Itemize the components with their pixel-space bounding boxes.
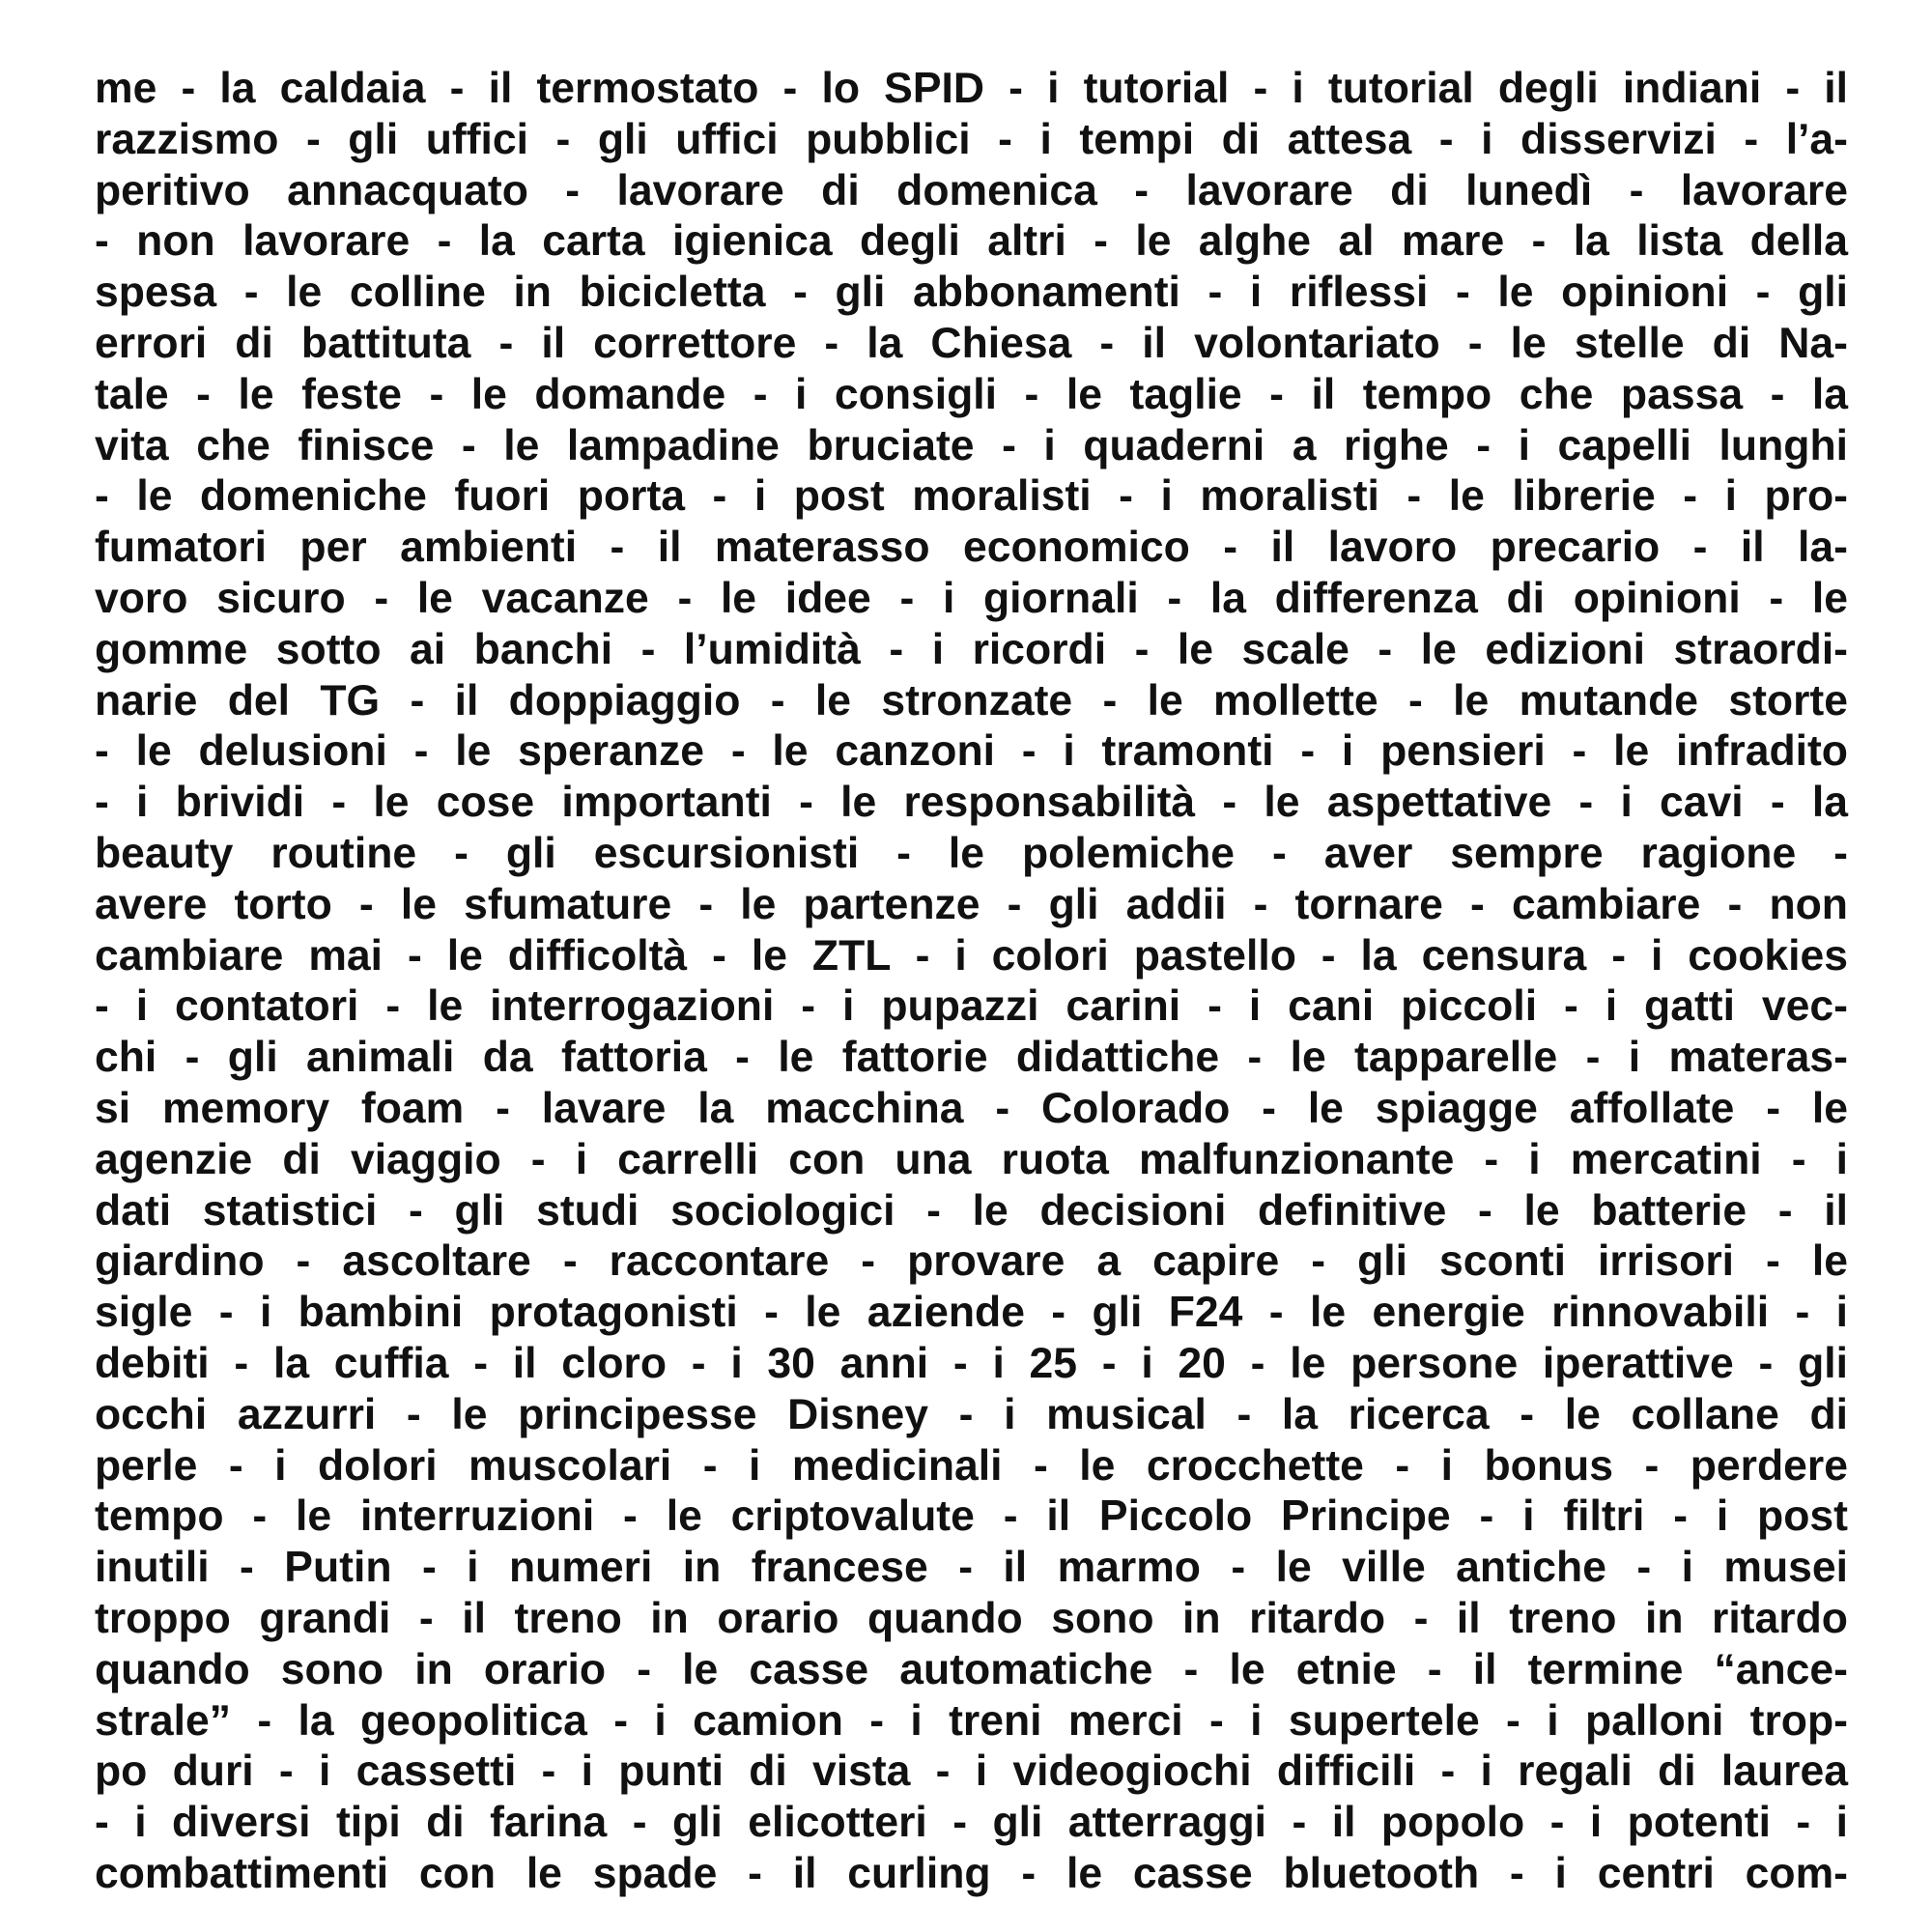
text-line: chi - gli animali da fattoria - le fattorie didattiche - le tapparelle - i materas- [95,1034,1848,1082]
text-line: vita che finisce - le lampadine bruciate - i quaderni a righe - i capelli lunghi [95,421,1848,469]
text-line: - i diversi tipi di farina - gli elicotteri - gli atterraggi - il popolo - i potenti - i [95,1799,1848,1847]
text-line: quando sono in orario - le casse automatiche - le etnie - il termine “ance- [95,1645,1848,1693]
text-line: peritivo annacquato - lavorare di domenica - lavorare di lunedì - lavorare [95,166,1848,214]
text-line: tale - le feste - le domande - i consigli - le taglie - il tempo che passa - la [95,370,1848,418]
text-line: errori di battituta - il correttore - la Chiesa - il volontariato - le stelle di Na- [95,319,1848,367]
text-line: spesa - le colline in bicicletta - gli abbonamenti - i riflessi - le opinioni - gli [95,269,1848,317]
text-line: avere torto - le sfumature - le partenze - gli addii - tornare - cambiare - non [95,880,1848,928]
text-line: po duri - i cassetti - i punti di vista - i videogiochi difficili - i regali di laurea [95,1747,1848,1796]
text-line: troppo grandi - il treno in orario quando sono in ritardo - il treno in ritardo [95,1594,1848,1642]
text-line: fumatori per ambienti - il materasso economico - il lavoro precario - il la- [95,524,1848,572]
text-line: gomme sotto ai banchi - l’umidità - i ricordi - le scale - le edizioni straordi- [95,625,1848,673]
body-text [95,64,1848,1900]
text-line: agenzie di viaggio - i carrelli con una ruota malfunzionante - i mercatini - i [95,1135,1848,1183]
text-line: tempo - le interruzioni - le criptovalute - il Piccolo Principe - i filtri - i post [95,1492,1848,1541]
text-line: perle - i dolori muscolari - i medicinali - le crocchette - i bonus - perdere [95,1441,1848,1490]
text-line: dati statistici - gli studi sociologici - le decisioni definitive - le batterie - il [95,1186,1848,1235]
text-line: razzismo - gli uffici - gli uffici pubblici - i tempi di attesa - i disservizi - l’a- [95,115,1848,163]
text-line: beauty routine - gli escursionisti - le polemiche - aver sempre ragione - [95,829,1848,877]
text-line: - i brividi - le cose importanti - le responsabilità - le aspettative - i cavi - la [95,779,1848,827]
text-line: - le delusioni - le speranze - le canzoni - i tramonti - i pensieri - le infradito [95,727,1848,776]
text-line: combattimenti con le spade - il curling - le casse bluetooth - i centri com- [95,1849,1848,1897]
text-line: me - la caldaia - il termostato - lo SPID - i tutorial - i tutorial degli indiani - il [95,65,1848,112]
text-line: voro sicuro - le vacanze - le idee - i giornali - la differenza di opinioni - le [95,574,1848,622]
text-line: giardino - ascoltare - raccontare - provare a capire - gli sconti irrisori - le [95,1237,1848,1286]
text-line: narie del TG - il doppiaggio - le stronzate - le mollette - le mutande storte [95,676,1848,724]
text-line: si memory foam - lavare la macchina - Colorado - le spiagge affollate - le [95,1084,1848,1132]
text-line: - le domeniche fuori porta - i post moralisti - i moralisti - le librerie - i pro- [95,472,1848,521]
text-line: debiti - la cuffia - il cloro - i 30 anni - i 25 - i 20 - le persone iperattive - gli [95,1339,1848,1387]
text-line: sigle - i bambini protagonisti - le aziende - gli F24 - le energie rinnovabili - i [95,1289,1848,1337]
text-line: strale” - la geopolitica - i camion - i treni merci - i supertele - i palloni trop- [95,1696,1848,1745]
text-line: cambiare mai - le difficoltà - le ZTL - i colori pastello - la censura - i cookies [95,931,1848,980]
text-line: inutili - Putin - i numeri in francese - il marmo - le ville antiche - i musei [95,1544,1848,1592]
text-line: - non lavorare - la carta igienica degli altri - le alghe al mare - la lista della [95,217,1848,266]
text-line: occhi azzurri - le principesse Disney - i musical - la ricerca - le collane di [95,1390,1848,1438]
text-line: - i contatori - le interrogazioni - i pupazzi carini - i cani piccoli - i gatti vec- [95,982,1848,1031]
